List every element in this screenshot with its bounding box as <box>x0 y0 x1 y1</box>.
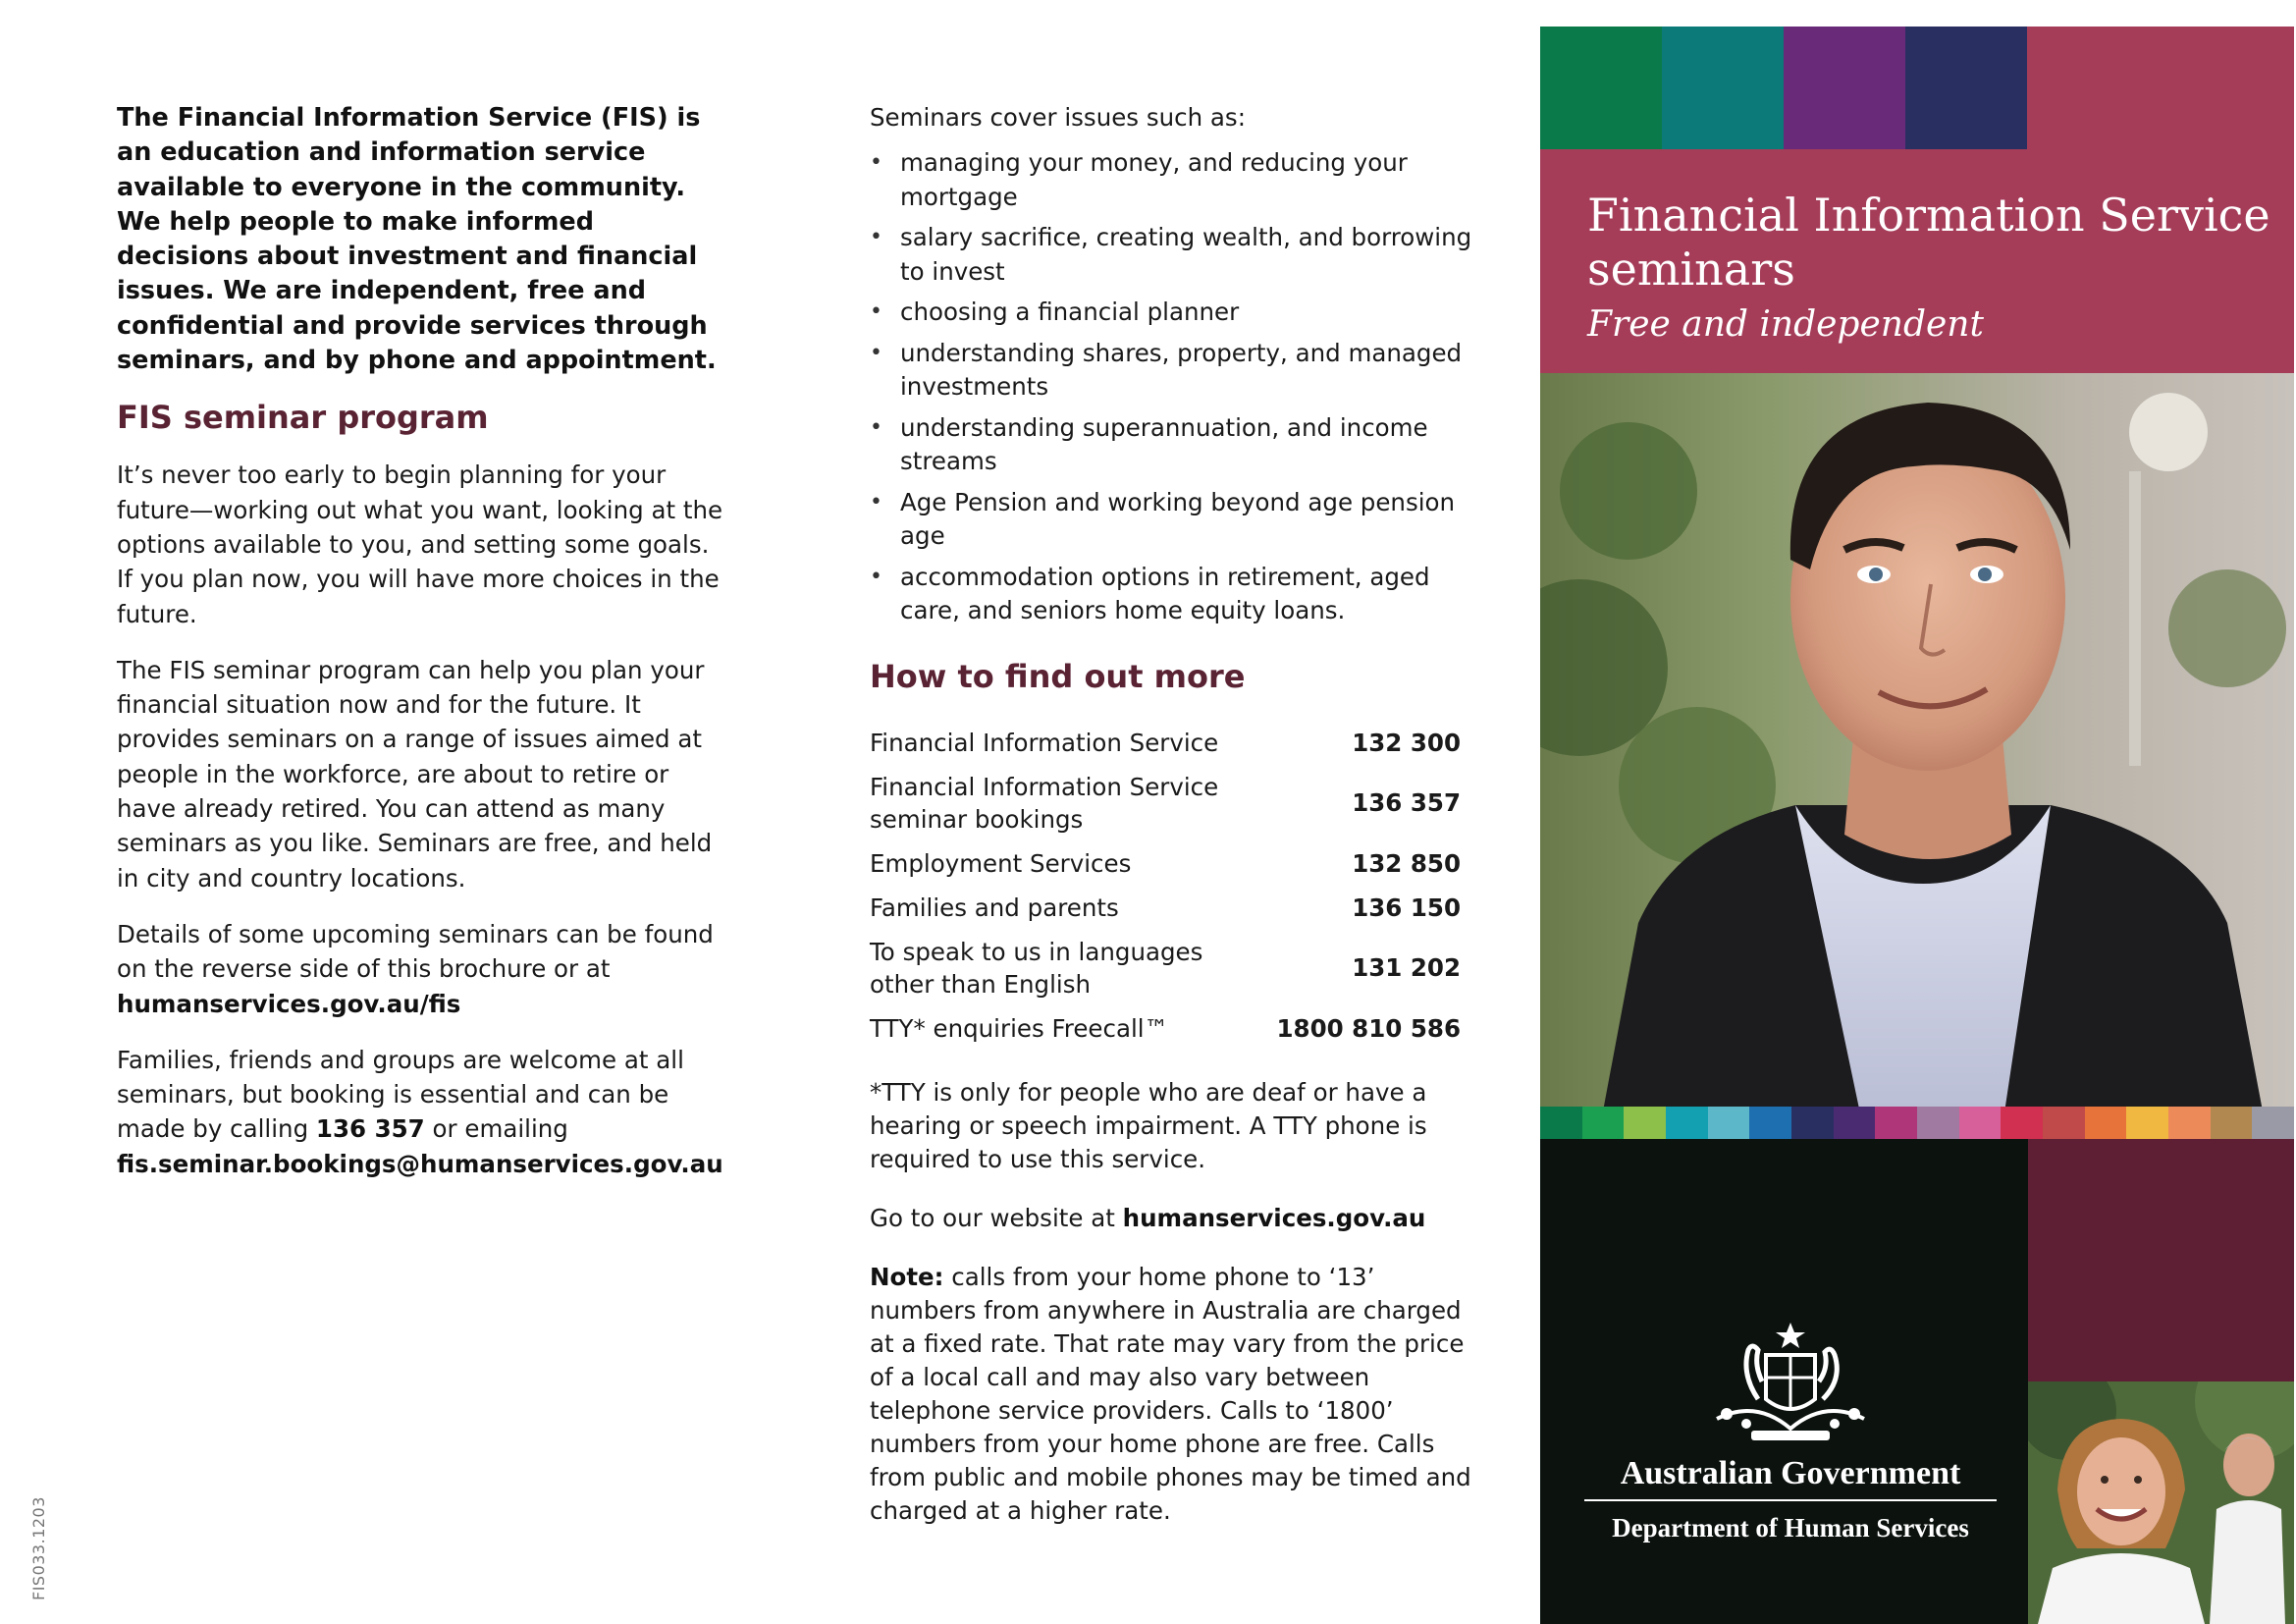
note-label: Note: <box>870 1262 944 1291</box>
left-column <box>117 101 725 1203</box>
brochure-subtitle: Free and independent <box>1587 304 1984 345</box>
booking-text-or: or emailing <box>432 1114 568 1144</box>
contact-table <box>870 721 1461 1051</box>
find-out-more-heading: How to find out more <box>870 657 1246 695</box>
stripe-swatch <box>2168 1107 2211 1139</box>
contact-number: 132 300 <box>1352 728 1461 757</box>
stripe-swatch <box>1749 1107 1791 1139</box>
stripe-swatch <box>2085 1107 2127 1139</box>
planning-paragraph: It’s never too early to begin planning for your future—working out what you want, looking at the options available to you, and setting some goals. If you plan now, you will have more choices in the future. <box>117 460 723 628</box>
contact-label: Financial Information Service <box>870 728 1219 757</box>
list-item: • understanding shares, property, and managed investments <box>870 337 1478 405</box>
portrait-illustration <box>1540 373 2294 1132</box>
list-item: • choosing a financial planner <box>870 296 1478 330</box>
booking-email-link[interactable]: fis.seminar.bookings@humanservices.gov.au <box>117 1149 723 1178</box>
table-row <box>870 765 1461 841</box>
intro-paragraph: The Financial Information Service (FIS) is an education and information service available to everyone in the community. We help people to make informed decisions about investment and financial issues. We are independent, free and confidential and provide services through seminars, and by phone and appointment. <box>117 103 717 376</box>
stripe-swatch <box>1708 1107 1750 1139</box>
details-text: Details of some upcoming seminars can be found on the reverse side of this brochure or at <box>117 919 714 984</box>
color-stripe <box>1540 1107 2294 1139</box>
list-item: • salary sacrifice, creating wealth, and borrowing to invest <box>870 221 1478 289</box>
cover-panel <box>1540 27 2294 1624</box>
table-row <box>870 886 1461 930</box>
booking-paragraph <box>117 1043 725 1181</box>
tty-note: *TTY is only for people who are deaf or have a hearing or speech impairment. A TTY phone is required to use this service. <box>870 1077 1427 1173</box>
contact-label: Financial Information Service seminar bookings <box>870 772 1219 834</box>
booking-phone: 136 357 <box>315 1114 425 1144</box>
contact-label: Employment Services <box>870 848 1132 878</box>
table-row <box>870 1006 1461 1051</box>
website-text: Go to our website at <box>870 1203 1115 1232</box>
color-tile-navy <box>1905 27 2027 149</box>
stripe-swatch <box>2252 1107 2294 1139</box>
table-row <box>870 841 1461 886</box>
government-name: Australian Government <box>1620 1455 1961 1491</box>
list-item: • managing your money, and reducing your mortgage <box>870 146 1478 214</box>
list-item: • accommodation options in retirement, aged care, and seniors home equity loans. <box>870 561 1478 628</box>
stripe-swatch <box>2211 1107 2253 1139</box>
fis-web-link[interactable]: humanservices.gov.au/fis <box>117 989 461 1018</box>
stripe-swatch <box>1959 1107 2002 1139</box>
coat-of-arms <box>1697 1321 1884 1448</box>
contact-label: TTY* enquiries Freecall™ <box>870 1013 1169 1043</box>
stripe-swatch <box>1791 1107 1834 1139</box>
government-divider <box>1584 1499 1997 1501</box>
stripe-swatch <box>1624 1107 1666 1139</box>
title-band <box>1540 149 2294 373</box>
brochure-title: Financial Information Service seminars <box>1587 189 2270 296</box>
stripe-swatch <box>2126 1107 2168 1139</box>
couple-photo <box>2028 1381 2294 1624</box>
stripe-swatch <box>1540 1107 1582 1139</box>
contact-number: 132 850 <box>1352 848 1461 878</box>
seminar-program-heading: FIS seminar program <box>117 399 489 437</box>
contact-number: 136 357 <box>1352 788 1461 817</box>
seminar-topics-list <box>870 146 1478 628</box>
table-row <box>870 930 1461 1006</box>
stripe-swatch <box>1834 1107 1876 1139</box>
portrait-photo <box>1540 373 2294 1132</box>
print-code: FIS033.1203 <box>29 1496 48 1600</box>
contact-number: 1800 810 586 <box>1276 1013 1461 1043</box>
website-link[interactable]: humanservices.gov.au <box>1122 1203 1426 1232</box>
program-paragraph: The FIS seminar program can help you plan your financial situation now and for the future. It provides seminars on a range of issues aimed at people in the workforce, are about to retire or have already retired. You can attend as many seminars as you like. Seminars are free, and held in city and country locations. <box>117 655 713 893</box>
booking-text: Families, friends and groups are welcome at all seminars, but booking is essential and can be made by calling <box>117 1045 684 1144</box>
stripe-swatch <box>1917 1107 1959 1139</box>
call-charges-note <box>870 1261 1478 1528</box>
color-tile-purple <box>1784 27 1905 149</box>
table-row <box>870 721 1461 765</box>
contact-number: 131 202 <box>1352 953 1461 982</box>
couple-illustration <box>2028 1381 2294 1624</box>
stripe-swatch <box>1875 1107 1917 1139</box>
contact-number: 136 150 <box>1352 893 1461 922</box>
maroon-block <box>2028 1139 2294 1394</box>
department-name: Department of Human Services <box>1612 1513 1969 1543</box>
list-item: • understanding superannuation, and income streams <box>870 411 1478 479</box>
contact-label: To speak to us in languages other than English <box>870 937 1203 999</box>
color-tile-teal <box>1662 27 1784 149</box>
website-line <box>870 1202 1478 1235</box>
stripe-swatch <box>2001 1107 2043 1139</box>
middle-column <box>870 101 1478 1528</box>
stripe-swatch <box>1582 1107 1625 1139</box>
stripe-swatch <box>2043 1107 2085 1139</box>
color-tile-green <box>1540 27 1662 149</box>
details-paragraph <box>117 917 725 1021</box>
stripe-swatch <box>1666 1107 1708 1139</box>
note-text: calls from your home phone to ‘13’ numbers from anywhere in Australia are charged at a fixed rate. That rate may vary from the price of a local call and may also vary between telephone service providers. Calls to ‘1800’ numbers from your home phone are free. Calls from public and mobile phones may be timed and charged at a higher rate. <box>870 1262 1471 1525</box>
color-tile-rose <box>2027 27 2294 149</box>
contact-label: Families and parents <box>870 893 1119 922</box>
list-item: • Age Pension and working beyond age pension age <box>870 486 1478 554</box>
seminars-intro: Seminars cover issues such as: <box>870 103 1246 132</box>
